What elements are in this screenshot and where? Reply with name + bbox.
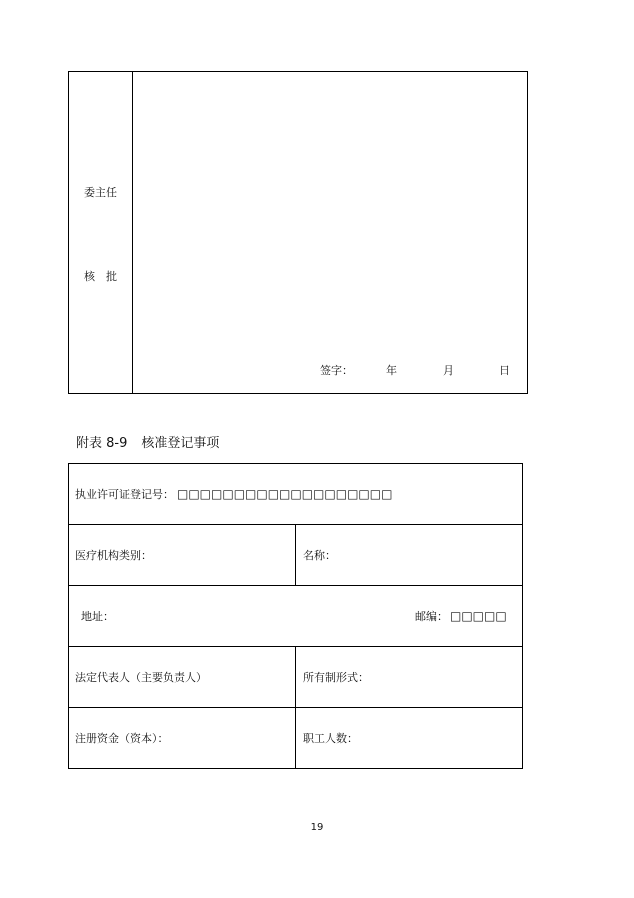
page-number: 19 (310, 822, 324, 833)
signature-label: 签字： (320, 364, 353, 377)
capital-label: 注册资金（资本）： (75, 732, 169, 745)
column-divider (132, 72, 133, 393)
approval-label-line2: 核 批 (84, 270, 117, 283)
ownership-label: 所有制形式： (303, 671, 369, 684)
year-label: 年 (386, 364, 397, 377)
column-divider (295, 646, 296, 769)
caption-title: 核准登记事项 (141, 436, 220, 451)
category-label: 医疗机构类别： (75, 549, 152, 562)
column-divider (295, 524, 296, 585)
postcode-boxes: □□□□□ (450, 609, 507, 623)
approval-table (68, 71, 528, 394)
month-label: 月 (443, 364, 454, 377)
name-label: 名称： (303, 549, 336, 562)
caption-number: 附表 8-9 (76, 436, 128, 451)
staff-label: 职工人数： (303, 732, 358, 745)
license-boxes: □□□□□□□□□□□□□□□□□□□ (177, 487, 393, 501)
day-label: 日 (499, 364, 510, 377)
registration-table (68, 463, 523, 769)
legal-rep-label: 法定代表人（主要负责人） (75, 671, 207, 684)
address-label: 地址： (81, 610, 114, 623)
postcode-label: 邮编： (415, 610, 448, 623)
row-divider (69, 585, 522, 586)
approval-label-line1: 委主任 (84, 186, 117, 199)
license-label: 执业许可证登记号： (75, 488, 174, 501)
table-caption (76, 432, 219, 451)
